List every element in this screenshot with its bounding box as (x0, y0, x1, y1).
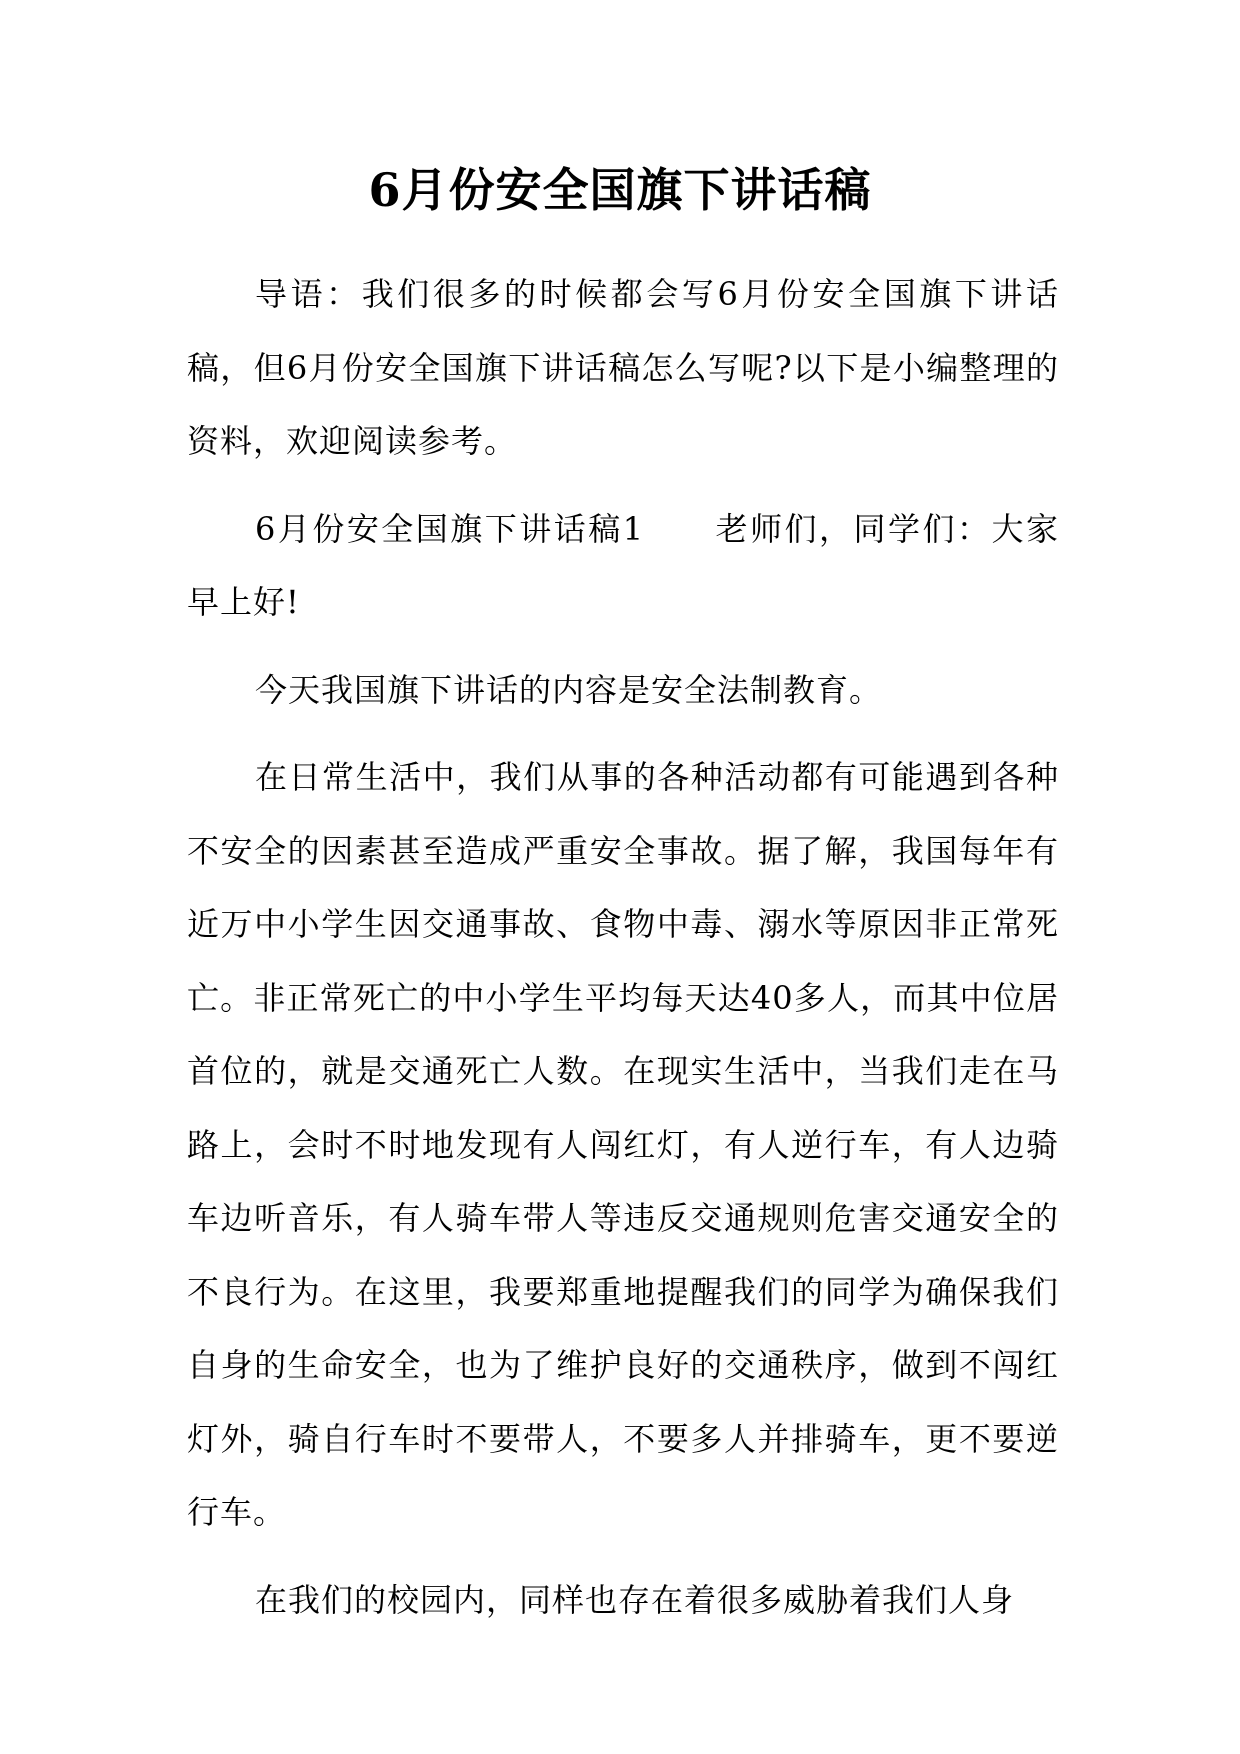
topic-paragraph: 今天我国旗下讲话的内容是安全法制教育。 (255, 670, 883, 709)
speech-heading-paragraph (187, 493, 1059, 640)
speech-greeting: 老师们，同学们：大家早上好! (187, 509, 1059, 621)
document-title: 6月份安全国旗下讲话稿 (368, 163, 872, 217)
speech-heading: 6月份安全国旗下讲话稿1 (255, 509, 645, 548)
campus-safety-paragraph: 在我们的校园内，同样也存在着很多威胁着我们人身 (255, 1580, 1015, 1619)
traffic-safety-paragraph: 在日常生活中，我们从事的各种活动都有可能遇到各种不安全的因素甚至造成严重安全事故。据了解，我国每年有近万中小学生因交通事故、食物中毒、溺水等原因非正常死亡。非正常死亡的中小学生平均每天达40多人，而其中位居首位的，就是交通死亡人数。在现实生活中，当我们走在马路上，会时不时地发现有人闯红灯，有人逆行车，有人边骑车边听音乐，有人骑车带人等违反交通规则危害交通安全的不良行为。在这里，我要郑重地提醒我们的同学为确保我们自身的生命安全，也为了维护良好的交通秩序，做到不闯红灯外，骑自行车时不要带人，不要多人并排骑车，更不要逆行车。 (187, 758, 1059, 1531)
document-body (187, 258, 1059, 1651)
intro-paragraph: 导语：我们很多的时候都会写6月份安全国旗下讲话稿，但6月份安全国旗下讲话稿怎么写呢?以下是小编整理的资料，欢迎阅读参考。 (187, 275, 1059, 460)
